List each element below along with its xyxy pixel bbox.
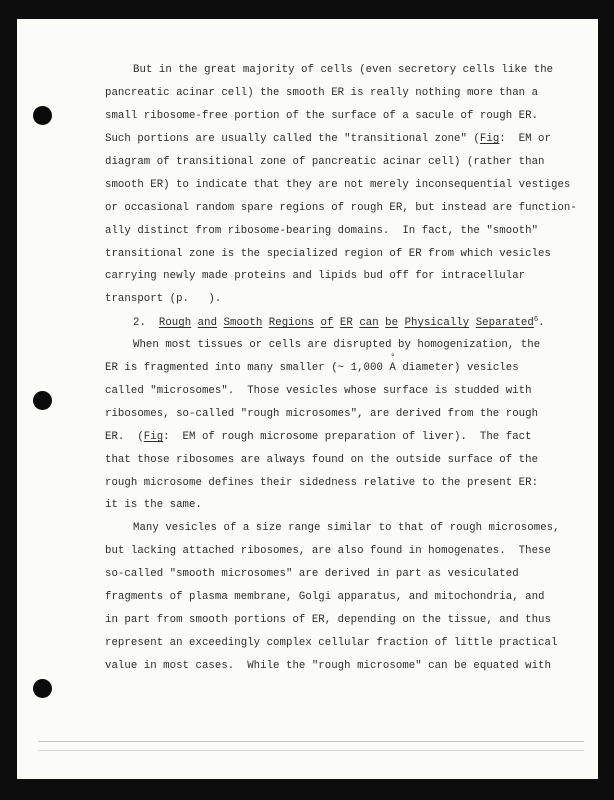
punch-hole: [33, 391, 52, 410]
text-line: represent an exceedingly complex cellular fraction of little practical: [105, 637, 558, 649]
text-line: But in the great majority of cells (even secretory cells like the: [133, 64, 554, 76]
punch-hole: [33, 106, 52, 125]
text-line: fragments of plasma membrane, Golgi apparatus, and mitochondria, and: [105, 591, 545, 603]
text-line: rough microsome defines their sidedness relative to the present ER:: [105, 477, 539, 489]
punch-hole: [33, 679, 52, 698]
text-line: Such portions are usually called the "transitional zone" (Fig: EM or: [105, 133, 551, 145]
footnote-marker: 6: [533, 316, 539, 324]
text-line: small ribosome-free portion of the surface of a sacule of rough ER.: [105, 110, 539, 122]
text-line: value in most cases. While the "rough microsome" can be equated with: [105, 660, 551, 672]
text-line: diagram of transitional zone of pancreatic acinar cell) (rather than: [105, 156, 545, 168]
text-line: ally distinct from ribosome-bearing domains. In fact, the "smooth": [105, 225, 539, 237]
text-line: ER is fragmented into many smaller (~ 1,000 ° A diameter) vesicles: [105, 362, 519, 374]
figure-ref: Fig: [143, 431, 164, 443]
text-line: transitional zone is the specialized region of ER from which vesicles: [105, 248, 551, 260]
angstrom-symbol: ° A: [389, 362, 395, 374]
text-line: but lacking attached ribosomes, are also found in homogenates. These: [105, 545, 551, 557]
text-line: in part from smooth portions of ER, depending on the tissue, and thus: [105, 614, 551, 626]
text-line: that those ribosomes are always found on the outside surface of the: [105, 454, 539, 466]
text-line: Many vesicles of a size range similar to that of rough microsomes,: [133, 522, 560, 534]
section-heading: 2. Rough and Smooth Regions of ER can be Physically Separated$^6$.: [133, 316, 545, 329]
ruled-line: [38, 750, 584, 751]
text-line: pancreatic acinar cell) the smooth ER is really nothing more than a: [105, 87, 539, 99]
text-line: it is the same.: [105, 499, 202, 511]
figure-ref: Fig: [479, 133, 500, 145]
text-line: ribosomes, so-called "rough microsomes", are derived from the rough: [105, 408, 539, 420]
text-line: called "microsomes". Those vesicles whose surface is studded with: [105, 385, 532, 397]
text-line: transport (p. ).: [105, 293, 222, 305]
text-line: When most tissues or cells are disrupted by homogenization, the: [133, 339, 541, 351]
text-line: ER. (Fig: EM of rough microsome preparation of liver). The fact: [105, 431, 532, 443]
text-line: carrying newly made proteins and lipids bud off for intracellular: [105, 270, 526, 282]
text-line: smooth ER) to indicate that they are not merely inconsequential vestiges: [105, 179, 571, 191]
ruled-line: [38, 741, 584, 742]
text-line: so-called "smooth microsomes" are derived in part as vesiculated: [105, 568, 519, 580]
text-line: or occasional random spare regions of rough ER, but instead are function-: [105, 202, 577, 214]
